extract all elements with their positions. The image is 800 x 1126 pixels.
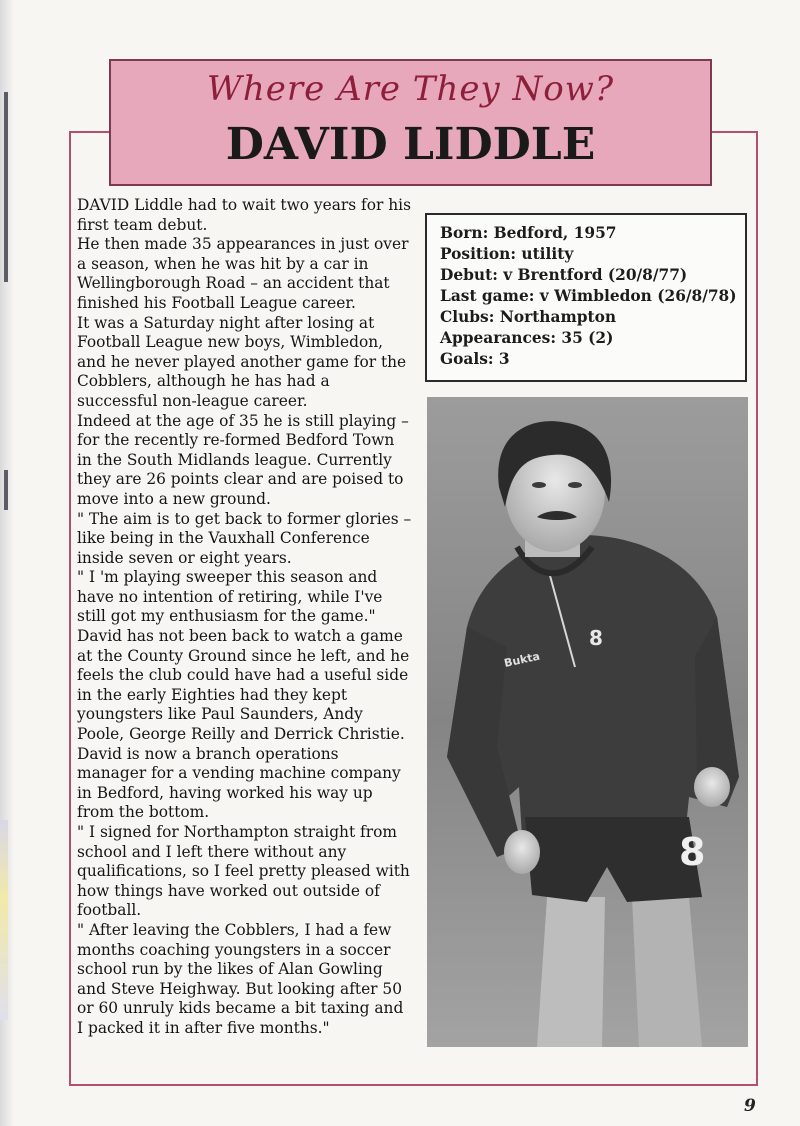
article-paragraph: David is now a branch operations manager for a vending machine company in Bedford, having worked his way up from the bottom. <box>77 744 401 822</box>
binding-mark <box>4 470 8 510</box>
fact-debut: Debut: v Brentford (20/8/77) <box>440 266 688 284</box>
fact-last-game: Last game: v Wimbledon (26/8/78) <box>440 287 737 305</box>
page-number: 9 <box>744 1096 756 1116</box>
fact-appearances: Appearances: 35 (2) <box>440 329 614 347</box>
article-paragraph: He then made 35 appearances in just over a season, when he was hit by a car in Wellingborough Road – an accident that finished his Football League career. <box>77 235 409 312</box>
article-paragraph: David has not been back to watch a game at the County Ground since he left, and he feels the club could have had a useful side in the early Eighties had they kept youngsters like Paul Saunders, Andy Poole, George Reilly and Derrick Christie. <box>77 627 410 744</box>
player-photo-illustration <box>427 397 748 1047</box>
article-paragraph: " I 'm playing sweeper this season and have no intention of retiring, while I've still got my enthusiasm for the game." <box>77 568 383 626</box>
binding-mark <box>4 92 8 282</box>
shorts-number: 8 <box>679 830 706 874</box>
article-body <box>77 196 412 1039</box>
player-facts-box <box>425 213 747 382</box>
player-photo <box>427 397 748 1047</box>
fact-clubs: Clubs: Northampton <box>440 308 617 326</box>
header-banner <box>109 59 712 186</box>
article-paragraph: " I signed for Northampton straight from school and I left there without any qualifications, so I feel pretty pleased with how things have worked out outside of football. <box>77 823 410 920</box>
fact-born: Born: Bedford, 1957 <box>440 224 617 242</box>
series-title: Where Are They Now? <box>206 69 615 109</box>
shirt-number: 8 <box>589 626 603 650</box>
article-paragraph: Indeed at the age of 35 he is still playing – for the recently re-formed Bedford Town in the South Midlands league. Currently they are 26 points clear and are poised to move into a new ground. <box>77 411 409 508</box>
article-paragraph: DAVID Liddle had to wait two years for his first team debut. <box>77 196 411 234</box>
fact-position: Position: utility <box>440 245 574 263</box>
article-paragraph: " The aim is to get back to former glories – like being in the Vauxhall Conference inside seven or eight years. <box>77 509 412 567</box>
article-paragraph: " After leaving the Cobblers, I had a few months coaching youngsters in a soccer school run by the likes of Alan Gowling and Steve Heighway. But looking after 50 or 60 unruly kids became a bit taxing and I packed it in after five months." <box>77 920 404 1037</box>
article-paragraph: It was a Saturday night after losing at Football League new boys, Wimbledon, and he never played another game for the Cobblers, although he has had a successful non-league career. <box>77 313 407 410</box>
fact-goals: Goals: 3 <box>440 350 510 368</box>
page-edge-colour <box>0 820 8 1020</box>
shirt-logo: Bukta <box>502 649 542 670</box>
player-name: DAVID LIDDLE <box>225 119 596 170</box>
